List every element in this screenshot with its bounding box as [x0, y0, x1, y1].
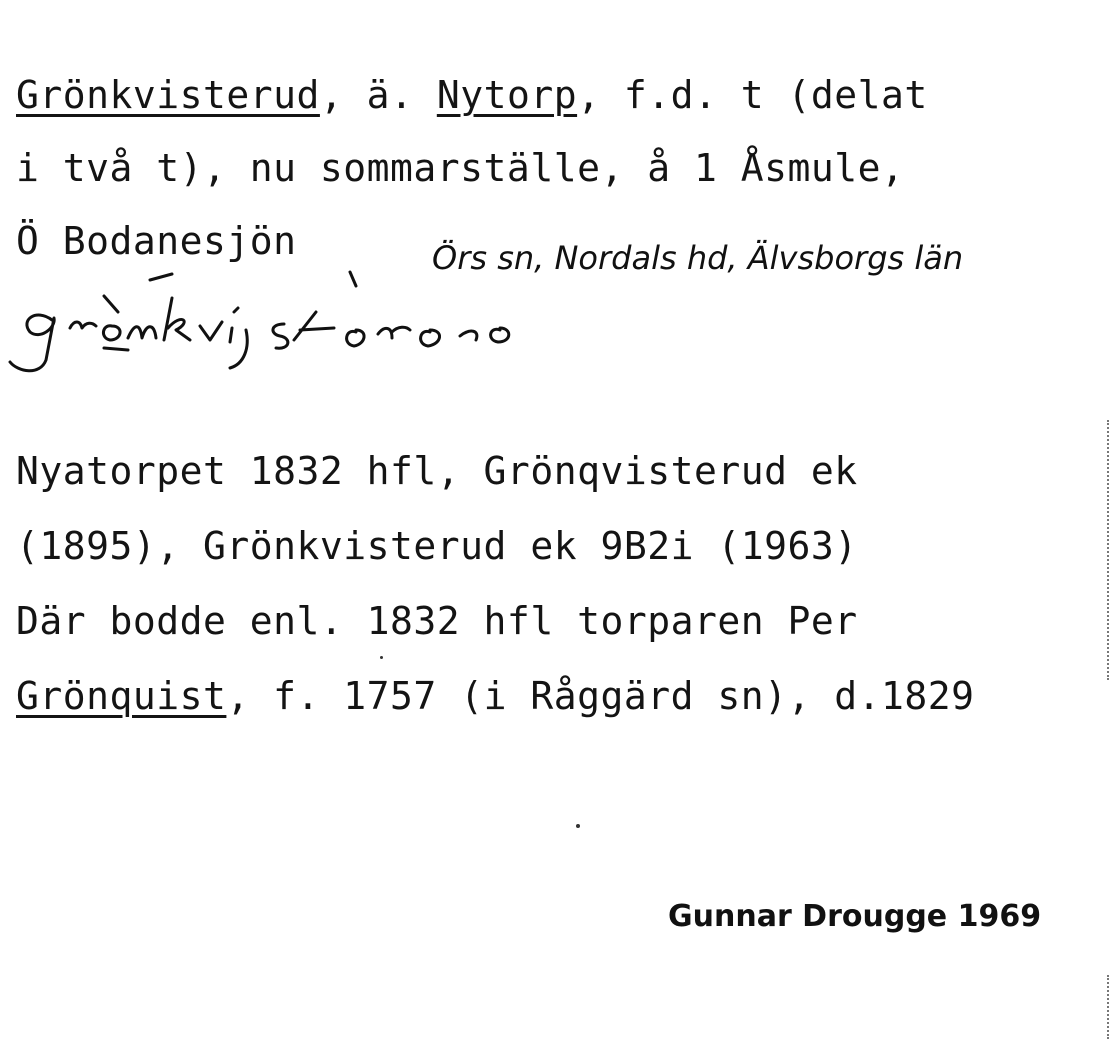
location-stamp: Örs sn, Nordals hd, Älvsborgs län — [432, 239, 964, 277]
body-line-3: Där bodde enl. 1832 hfl torparen Per — [16, 599, 858, 643]
header-line-1-rest: , f.d. t (delat — [577, 73, 928, 117]
signature: Gunnar Drougge 1969 — [668, 899, 1042, 934]
scan-speck-small — [380, 656, 383, 659]
scan-edge-lower — [1105, 975, 1109, 1039]
alt-place-name: Nytorp — [436, 73, 578, 117]
body-line-1: Nyatorpet 1832 hfl, Grönqvisterud ek — [16, 449, 858, 493]
body-line-4 — [16, 674, 975, 718]
scan-edge-upper — [1105, 420, 1109, 680]
body-line-2: (1895), Grönkvisterud ek 9B2i (1963) — [16, 524, 858, 568]
handwritten-pronunciation — [0, 268, 600, 388]
header-sep: , ä. — [319, 73, 437, 117]
person-name: Grönquist — [16, 674, 227, 718]
header-line-3: Ö Bodanesjön — [16, 219, 297, 263]
header-line-2: i två t), nu sommarställe, å 1 Åsmule, — [16, 146, 905, 190]
body-line-4-rest: , f. 1757 (i Råggärd sn), d.1829 — [226, 674, 975, 718]
place-name: Grönkvisterud — [16, 73, 320, 117]
header-line-1 — [16, 73, 928, 117]
scan-speck — [576, 824, 580, 828]
